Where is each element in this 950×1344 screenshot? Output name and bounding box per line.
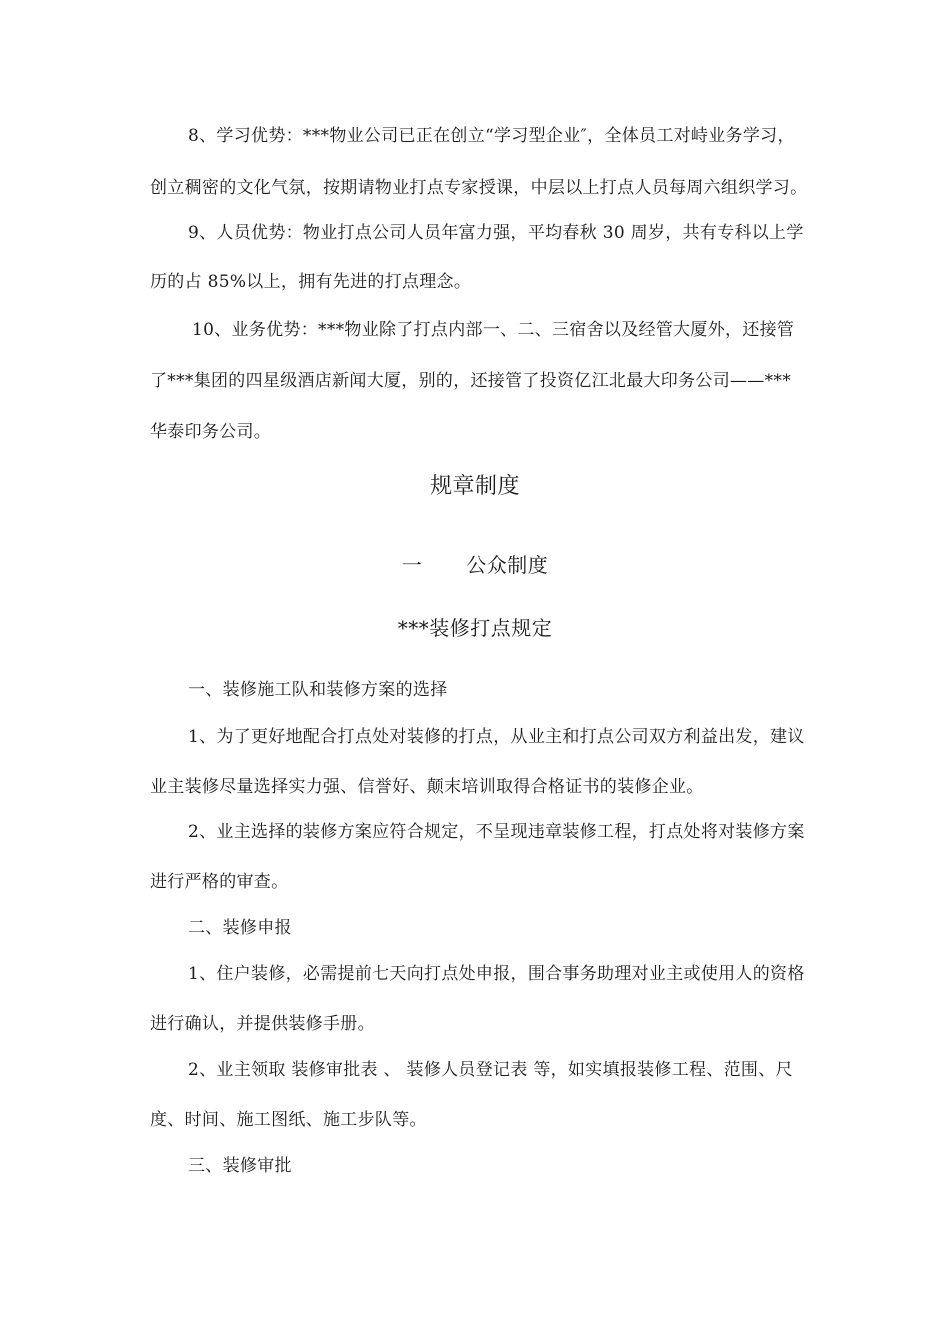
page-title: 规章制度 xyxy=(429,474,520,499)
paragraph-10-line-2: 了***集团的四星级酒店新闻大厦，别的，还接管了投资亿江北最大印务公司——*** xyxy=(150,371,791,391)
rule-1-2-line-2: 进行严格的审查。 xyxy=(150,872,289,892)
rule-section-1-title: 一、装修施工队和装修方案的选择 xyxy=(188,680,448,700)
rule-2-1-line-2: 进行确认，并提供装修手册。 xyxy=(150,1014,375,1034)
rule-1-1-line-1: 1、为了更好地配合打点处对装修的打点，从业主和打点公司双方利益出发，建议 xyxy=(188,727,805,747)
rule-1-2-line-1: 2、业主选择的装修方案应符合规定，不呈现违章装修工程，打点处将对装修方案 xyxy=(188,822,805,842)
rule-2-2-line-1: 2、业主领取 装修审批表 、 装修人员登记表 等，如实填报装修工程、范围、尺 xyxy=(188,1060,793,1080)
rule-2-1-line-1: 1、住户装修，必需提前七天向打点处申报，围合事务助理对业主或使用人的资格 xyxy=(188,964,805,984)
paragraph-8-line-1: 8、学习优势：***物业公司已正在创立“学习型企业″，全体员工对峙业务学习， xyxy=(188,126,795,146)
rule-section-3-title: 三、装修审批 xyxy=(188,1156,292,1176)
paragraph-9-line-2: 历的占 85%以上，拥有先进的打点理念。 xyxy=(150,272,472,292)
subtitle: ***装修打点规定 xyxy=(397,616,553,640)
rule-1-1-line-2: 业主装修尽量选择实力强、信誉好、颠末培训取得合格证书的装修企业。 xyxy=(150,777,704,797)
section-name: 公众制度 xyxy=(466,553,549,577)
paragraph-8-line-2: 创立稠密的文化气氛，按期请物业打点专家授课，中层以上打点人员每周六组织学习。 xyxy=(150,178,808,198)
rule-2-2-line-2: 度、时间、施工图纸、施工步队等。 xyxy=(150,1110,427,1130)
paragraph-10-line-1: 10、业务优势：***物业除了打点内部一、二、三宿舍以及经管大厦外，还接管 xyxy=(192,320,795,340)
section-number: 一 xyxy=(401,553,423,577)
rule-section-2-title: 二、装修申报 xyxy=(188,918,292,938)
paragraph-9-line-1: 9、人员优势：物业打点公司人员年富力强，平均春秋 30 周岁，共有专科以上学 xyxy=(188,223,804,243)
paragraph-10-line-3: 华泰印务公司。 xyxy=(150,422,272,442)
section-heading xyxy=(0,551,950,579)
